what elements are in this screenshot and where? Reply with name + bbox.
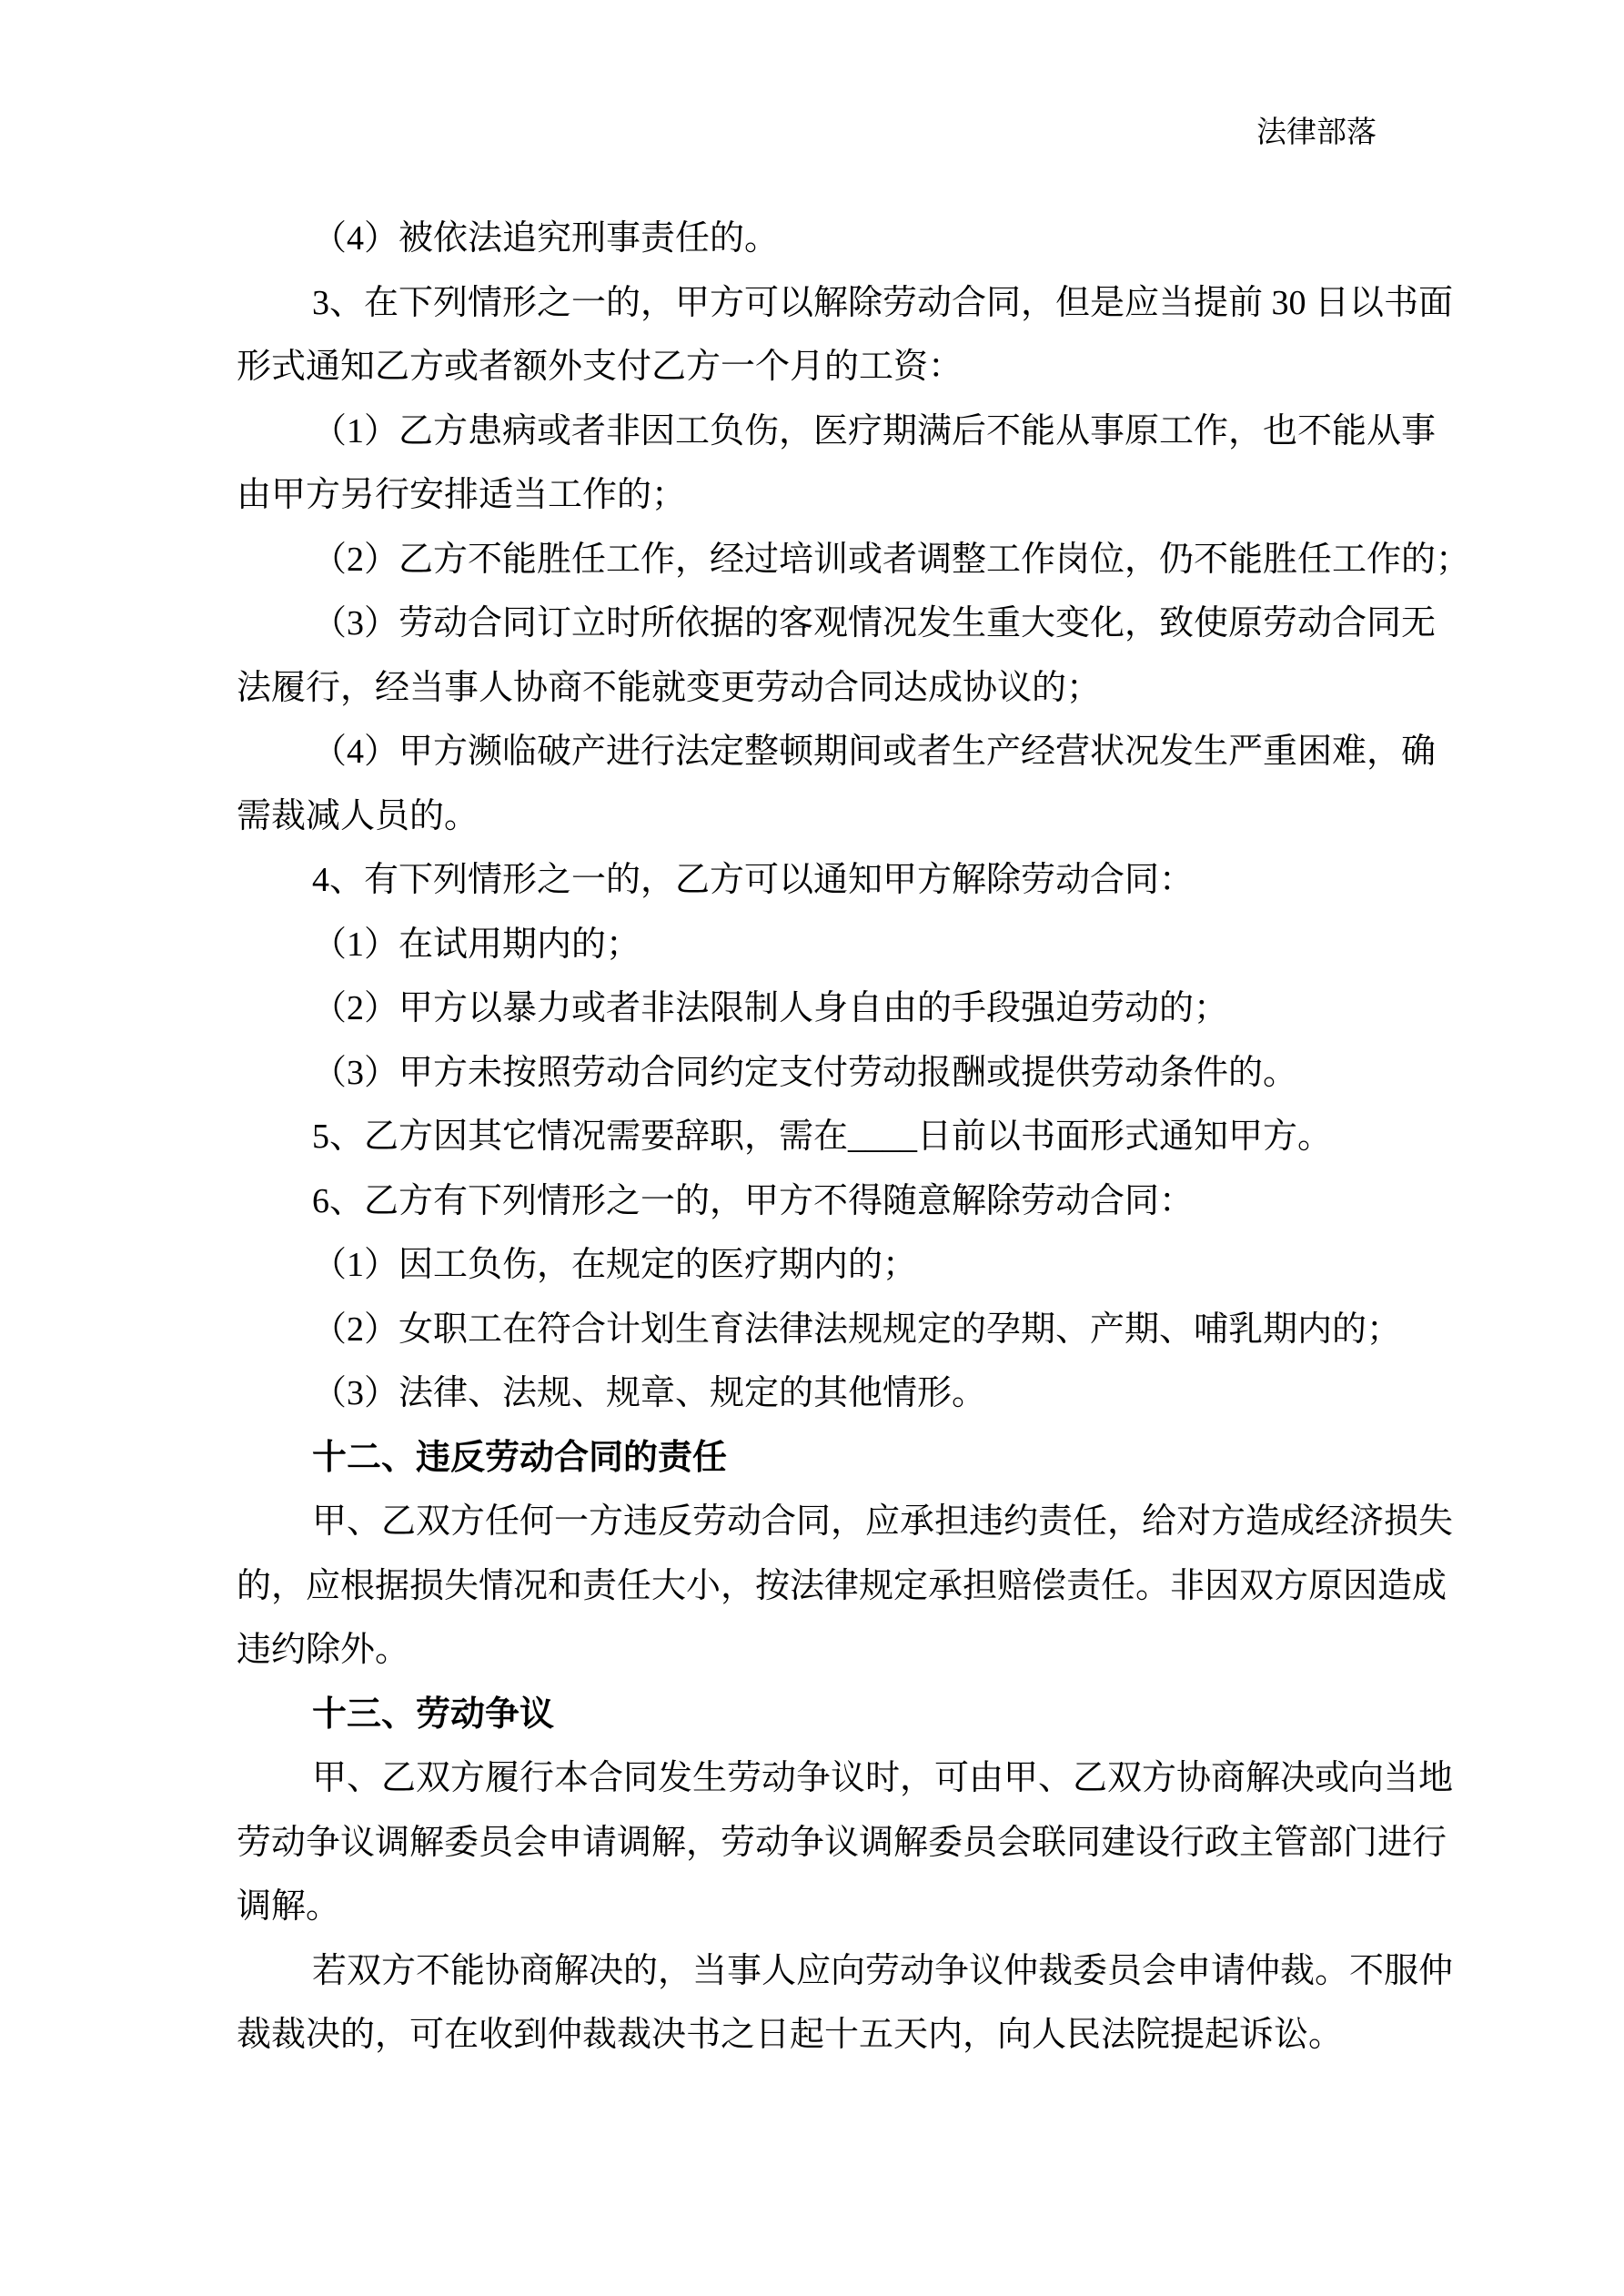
- line-text: （1）在试用期内的；: [312, 925, 641, 964]
- document-line: [237, 1105, 1379, 1169]
- document-line: [237, 1939, 1454, 2004]
- document-line: [237, 1298, 1402, 1362]
- line-text: 违约除外。: [237, 1631, 410, 1669]
- line-text: 6、乙方有下列情形之一的，甲方不得随意解除劳动合同：: [312, 1181, 1195, 1220]
- document-line: [237, 656, 1379, 721]
- line-text: （2）女职工在符合计划生育法律法规规定的孕期、产期、哺乳期内的；: [312, 1310, 1402, 1349]
- line-text: 5、乙方因其它情况需要辞职，需在____日前以书面形式通知甲方。: [312, 1118, 1333, 1156]
- document-line: [237, 784, 1379, 849]
- line-text: （1）乙方患病或者非因工负伤，医疗期满后不能从事原工作，也不能从事: [312, 411, 1437, 450]
- document-line: [237, 1041, 1379, 1106]
- line-text: （1）因工负伤，在规定的医疗期内的；: [312, 1246, 918, 1284]
- document-line: [237, 1554, 1447, 1619]
- line-text: 4、有下列情形之一的，乙方可以通知甲方解除劳动合同：: [312, 861, 1195, 899]
- document-line: [237, 1618, 1379, 1683]
- document-line: [237, 1361, 1379, 1426]
- page-header: [0, 115, 1377, 151]
- document-line: [237, 1490, 1454, 1554]
- line-text: （2）甲方以暴力或者非法限制人身自由的手段强迫劳动的；: [312, 989, 1229, 1027]
- line-text: 法履行，经当事人协商不能就变更劳动合同达成协议的；: [237, 668, 1102, 707]
- line-text: 需裁减人员的。: [237, 796, 479, 835]
- document-line: [237, 592, 1437, 656]
- document-line: [237, 848, 1379, 913]
- document-body: [237, 207, 1471, 2068]
- line-text: 裁裁决的，可在收到仲裁裁决书之日起十五天内，向人民法院提起诉讼。: [237, 2016, 1344, 2054]
- line-text: 甲、乙双方履行本合同发生劳动争议时，可由甲、乙双方协商解决或向当地: [312, 1759, 1454, 1797]
- line-text: 形式通知乙方或者额外支付乙方一个月的工资：: [237, 348, 963, 386]
- document-line: [237, 1811, 1447, 1876]
- line-text: 十二、违反劳动合同的责任: [312, 1438, 728, 1477]
- document-line: [237, 207, 1379, 271]
- document-line: [237, 271, 1454, 336]
- document-line: [237, 400, 1437, 464]
- section-heading: [237, 1426, 1379, 1491]
- line-text: （3）甲方未按照劳动合同约定支付劳动报酬或提供劳动条件的。: [312, 1053, 1298, 1092]
- document-line: [237, 1233, 1379, 1298]
- line-text: 劳动争议调解委员会申请调解，劳动争议调解委员会联同建设行政主管部门进行: [237, 1823, 1447, 1862]
- section-heading: [237, 1683, 1379, 1747]
- line-text: （2）乙方不能胜任工作，经过培训或者调整工作岗位，仍不能胜任工作的；: [312, 540, 1471, 579]
- line-text: 甲、乙双方任何一方违反劳动合同，应承担违约责任，给对方造成经济损失: [312, 1502, 1454, 1541]
- document-line: [237, 2003, 1379, 2068]
- document-line: [237, 528, 1471, 592]
- line-text: （4）被依法追究刑事责任的。: [312, 219, 780, 258]
- line-text: （3）法律、法规、规章、规定的其他情形。: [312, 1374, 987, 1412]
- document-line: [237, 463, 1379, 528]
- line-text: 若双方不能协商解决的，当事人应向劳动争议仲裁委员会申请仲裁。不服仲: [312, 1951, 1454, 1990]
- line-text: （3）劳动合同订立时所依据的客观情况发生重大变化，致使原劳动合同无: [312, 604, 1437, 642]
- line-text: 调解。: [237, 1887, 341, 1926]
- document-line: [237, 1746, 1454, 1811]
- document-line: [237, 1875, 1379, 1939]
- line-text: （4）甲方濒临破产进行法定整顿期间或者生产经营状况发生严重困难，确: [312, 733, 1437, 771]
- document-line: [237, 1169, 1379, 1234]
- line-text: 的，应根据损失情况和责任大小，按法律规定承担赔偿责任。非因双方原因造成: [237, 1566, 1447, 1605]
- line-text: 十三、劳动争议: [312, 1694, 555, 1734]
- line-text: 由甲方另行安排适当工作的；: [237, 476, 687, 514]
- header-brand-text: 法律部落: [1256, 116, 1377, 149]
- line-text: 3、在下列情形之一的，甲方可以解除劳动合同，但是应当提前 30 日以书面: [312, 283, 1454, 322]
- document-line: [237, 976, 1379, 1041]
- document-line: [237, 913, 1379, 977]
- document-line: [237, 720, 1437, 784]
- document-line: [237, 335, 1379, 400]
